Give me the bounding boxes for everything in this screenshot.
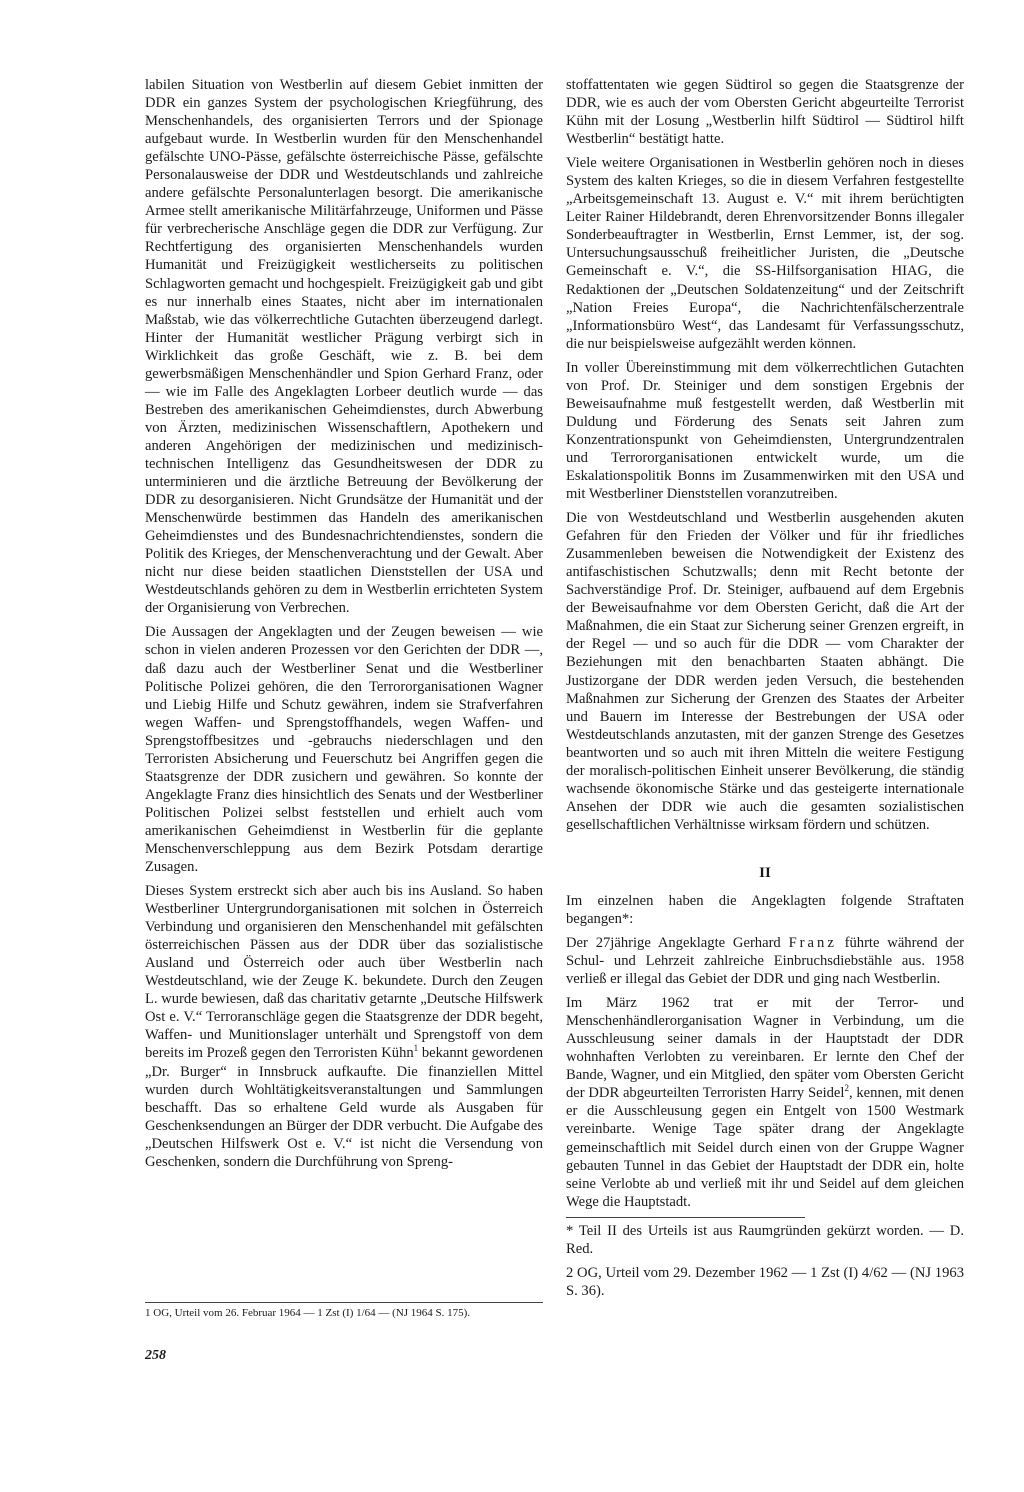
paragraph-text: Im März 1962 trat er mit der Terror- und Menschenhändlerorganisation Wagner in Verbindung, um die Ausschleusung seiner damals in der Hauptstadt der DDR wohnhaften Verlobten zu vereinbaren. Er lernte den Chef der Bande, Wagner, und ein Mitglied, den später vom Obersten Gericht der DDR abgeurteilten Terroristen Harry Seidel (566, 995, 964, 1102)
paragraph: stoffattentaten wie gegen Südtirol so gegen die Staatsgrenze der DDR, wie es auch der vom Obersten Gericht abgeurteilte Terrorist Kühn mit der Losung „Westberlin hilft Südtirol — Südtirol hilft Westberlin“ bestätigt hatte. (566, 77, 964, 148)
section-heading: II (759, 864, 771, 881)
footnote: * Teil II des Urteils ist aus Raumgründen gekürzt worden. — D. Red. (566, 1222, 964, 1257)
footnote: 2 OG, Urteil vom 29. Dezember 1962 — 1 Zst (I) 4/62 — (NJ 1963 S. 36). (566, 1264, 964, 1299)
paragraph-text: Dieses System erstreckt sich aber auch bis ins Ausland. So haben Westberliner Untergrundorganisationen mit solchen in Österreich Verbindung und organisieren den Menschenhandel mit gefälschten österreichischen Pässen aus der DDR über das sozialistische Ausland und Österreich oder auch über Westberlin nach Westdeutschland, wie der Zeuge K. bekundete. Durch den Zeugen L. wurde bewiesen, daß das charitativ getarnte „Deutsche Hilfswerk Ost e. V.“ Terroranschläge gegen die Staatsgrenze der DDR begeht, Waffen- und Munitionslager unterhält und Sprengstoff von dem bereits im Prozeß gegen den Terroristen Kühn (145, 883, 543, 1062)
paragraph (566, 994, 964, 1211)
paragraph (145, 882, 543, 1171)
left-footnotes (145, 1298, 543, 1320)
right-column (566, 76, 964, 1306)
footnote-divider (145, 1302, 543, 1303)
paragraph-text: bekannt gewordenen „Dr. Burger“ in Innsbruck aufkaufte. Die finanziellen Mittel wurden durch Wohltätigkeitsveranstaltungen und Sammlungen beschafft. Das so erhaltene Geld wurde als Ausgaben für Geschenksendungen an Bürger der DDR verbucht. Die Aufgabe des „Deutschen Hilfswerk Ost e. V.“ ist nicht die Versendung von Geschenken, sondern die Durchführung von Spreng- (145, 1045, 543, 1170)
left-column (145, 76, 543, 1177)
defendant-name: Franz (788, 935, 837, 952)
paragraph: Viele weitere Organisationen in Westberlin gehören noch in dieses System des kalten Krieges, so die in diesem Verfahren festgestellte „Arbeitsgemeinschaft 13. August e. V.“ mit ihrem berüchtigten Leiter Rainer Hildebrandt, deren Ehrenvorsitzender Bonns illegaler Sonderbeauftragter in Westberlin, Ernst Lemmer, ist, der sog. Untersuchungsausschuß freiheitlicher Juristen, die „Deutsche Gemeinschaft e. V.“, die SS-Hilfsorganisation HIAG, die Redaktionen der „Deutschen Soldatenzeitung“ und der Zeitschrift „Nation Freies Europa“, die Nachrichtenfälscherzentrale „Informationsbüro West“, das Landesamt für Verfassungsschutz, die nur beispielsweise aufgezählt werden können. (566, 155, 964, 352)
paragraph-text: Der 27jährige Angeklagte Gerhard (566, 935, 789, 952)
paragraph: Die Aussagen der Angeklagten und der Zeugen beweisen — wie schon in vielen anderen Prozessen vor den Gerichten der DDR —, daß dazu auch der Westberliner Senat und die Westberliner Politische Polizei gehören, die den Terrororganisationen Wagner und Liebig Hilfe und Schutz gewähren, indem sie Strafverfahren wegen Waffen- und Sprengstoffhandels, wegen Waffen- und Sprengstoffbesitzes und -gebrauchs niederschlagen und den Terroristen Absicherung und Feuerschutz bei Angriffen gegen die Staatsgrenze der DDR zusichern und gewähren. So konnte der Angeklagte Franz dies hinsichtlich des Senats und der Westberliner Politischen Polizei selbst feststellen und erhielt auch vom amerikanischen Geheimdienst in Westberlin für die geplante Menschenverschleppung aus dem Bezirk Potsdam derartige Zusagen. (145, 624, 543, 876)
paragraph: Im einzelnen haben die Angeklagten folgende Straftaten begangen*: (566, 892, 964, 927)
footnote-ref: 1 (413, 1043, 419, 1054)
paragraph: labilen Situation von Westberlin auf diesem Gebiet inmitten der DDR ein ganzes System der psychologischen Kriegführung, des Menschenhandels, des organisierten Terrors und der Spionage aufgebaut wurde. In Westberlin wurden für den Menschenhandel gefälschte UNO-Pässe, gefälschte österreichische Pässe, gefälschte Personalausweise der DDR und Westdeutschlands und zahlreiche andere gefälschte Personalunterlagen besorgt. Die amerikanische Armee stellt amerikanische Militärfahrzeuge, Uniformen und Pässe für verbrecherische Anschläge gegen die DDR zur Verfügung. Zur Rechtfertigung des organisierten Menschenhandels wurden Humanität und Freizügigkeit westlicherseits zu politischen Schlagworten gemacht und hochgespielt. Freizügigkeit gab und gibt es nur innerhalb eines Staates, nicht aber im internationalen Maßstab, wie das völkerrechtliche Gutachten überzeugend darlegt. Hinter der Humanität westlicher Prägung verbirgt sich in Wirklichkeit das große Geschäft, wie z. B. bei dem gewerbsmäßigen Menschenhändler und Spion Gerhard Franz, oder — wie im Falle des Angeklagten Lorbeer deutlich wurde — das Bestreben des amerikanischen Geheimdienstes, durch Abwerbung von Ärzten, medizinischen Wissenschaftlern, Apothekern und anderen Angehörigen der medizinischen und medizinisch-technischen Intelligenz das Gesundheitswesen der DDR zu unterminieren und die ärztliche Betreuung der Bevölkerung der DDR zu desorganisieren. Nicht Grundsätze der Humanität und der Menschenwürde bestimmen das Handeln des amerikanischen Geheimdienstes und des Bundesnachrichtendienstes, sondern die Politik des Krieges, der Menschenverachtung und der Gewalt. Aber nicht nur diese beiden staatlichen Dienststellen der USA und Westdeutschlands gehören zu dem in Westberlin errichteten System der Organisierung von Verbrechen. (145, 77, 543, 617)
footnote-ref: 2 (844, 1083, 849, 1094)
paragraph (566, 934, 964, 988)
paragraph-text: führte während der Schul- und Lehrzeit zahlreiche Einbruchsdiebstähle aus. 1958 verließ er illegal das Gebiet der DDR und ging nach Westberlin. (566, 935, 964, 988)
paragraph: Die von Westdeutschland und Westberlin ausgehenden akuten Gefahren für den Frieden der Völker und für ihr friedliches Zusammenleben beweisen die Notwendigkeit der Existenz des antifaschistischen Schutzwalls; denn mit Recht betonte der Sachverständige Prof. Dr. Steiniger, aufbauend auf dem Ergebnis der Beweisaufnahme vor dem Obersten Gericht, daß die Art der Maßnahmen, die ein Staat zur Sicherung seiner Grenzen ergreift, in der Regel — und so auch für die DDR — vom Charakter der Beziehungen mit den benachbarten Staaten abhängt. Die Justizorgane der DDR werden jeden Versuch, die bestehenden Maßnahmen zur Sicherung der Grenzen des Staates der Arbeiter und Bauern im Interesse der Bestrebungen der USA oder Westdeutschlands anzutasten, mit der ganzen Strenge des Gesetzes beantworten und so auch mit ihren Mitteln die weitere Festigung der moralisch-politischen Einheit unserer Bevölkerung, die ständig wachsende ökonomische Stärke und das gesteigerte internationale Ansehen der DDR wie auch die gesamten sozialistischen gesellschaftlichen Verhältnisse wirksam fördern und schützen. (566, 510, 964, 833)
footnote: 1 OG, Urteil vom 26. Februar 1964 — 1 Zst (I) 1/64 — (NJ 1964 S. 175). (145, 1307, 471, 1319)
page-number: 258 (145, 1348, 166, 1363)
paragraph-text: , kennen, mit denen er die Ausschleusung gegen ein Entgelt von 1500 Westmark vereinbarte. Wenige Tage später drang der Angeklagte gemeinschaftlich mit Seidel durch einen von der Gruppe Wagner gebauten Tunnel in das Gebiet der Hauptstadt der DDR ein, holte seine Verlobte ab und verließ mit ihr und Seidel auf dem gleichen Wege die Hauptstadt. (566, 1085, 964, 1210)
footnote-divider (566, 1217, 805, 1218)
paragraph: In voller Übereinstimmung mit dem völkerrechtlichen Gutachten von Prof. Dr. Steiniger und dem sonstigen Ergebnis der Beweisaufnahme muß festgestellt werden, daß Westberlin mit Duldung und Förderung des Senats seit Jahren zum Konzentrationspunkt von Geheimdiensten, Untergrundzentralen und Terrororganisationen entwickelt wurde, um die Eskalationspolitik Bonns im Zusammenwirken mit den USA und mit Westberliner Dienststellen voranzutreiben. (566, 359, 964, 503)
